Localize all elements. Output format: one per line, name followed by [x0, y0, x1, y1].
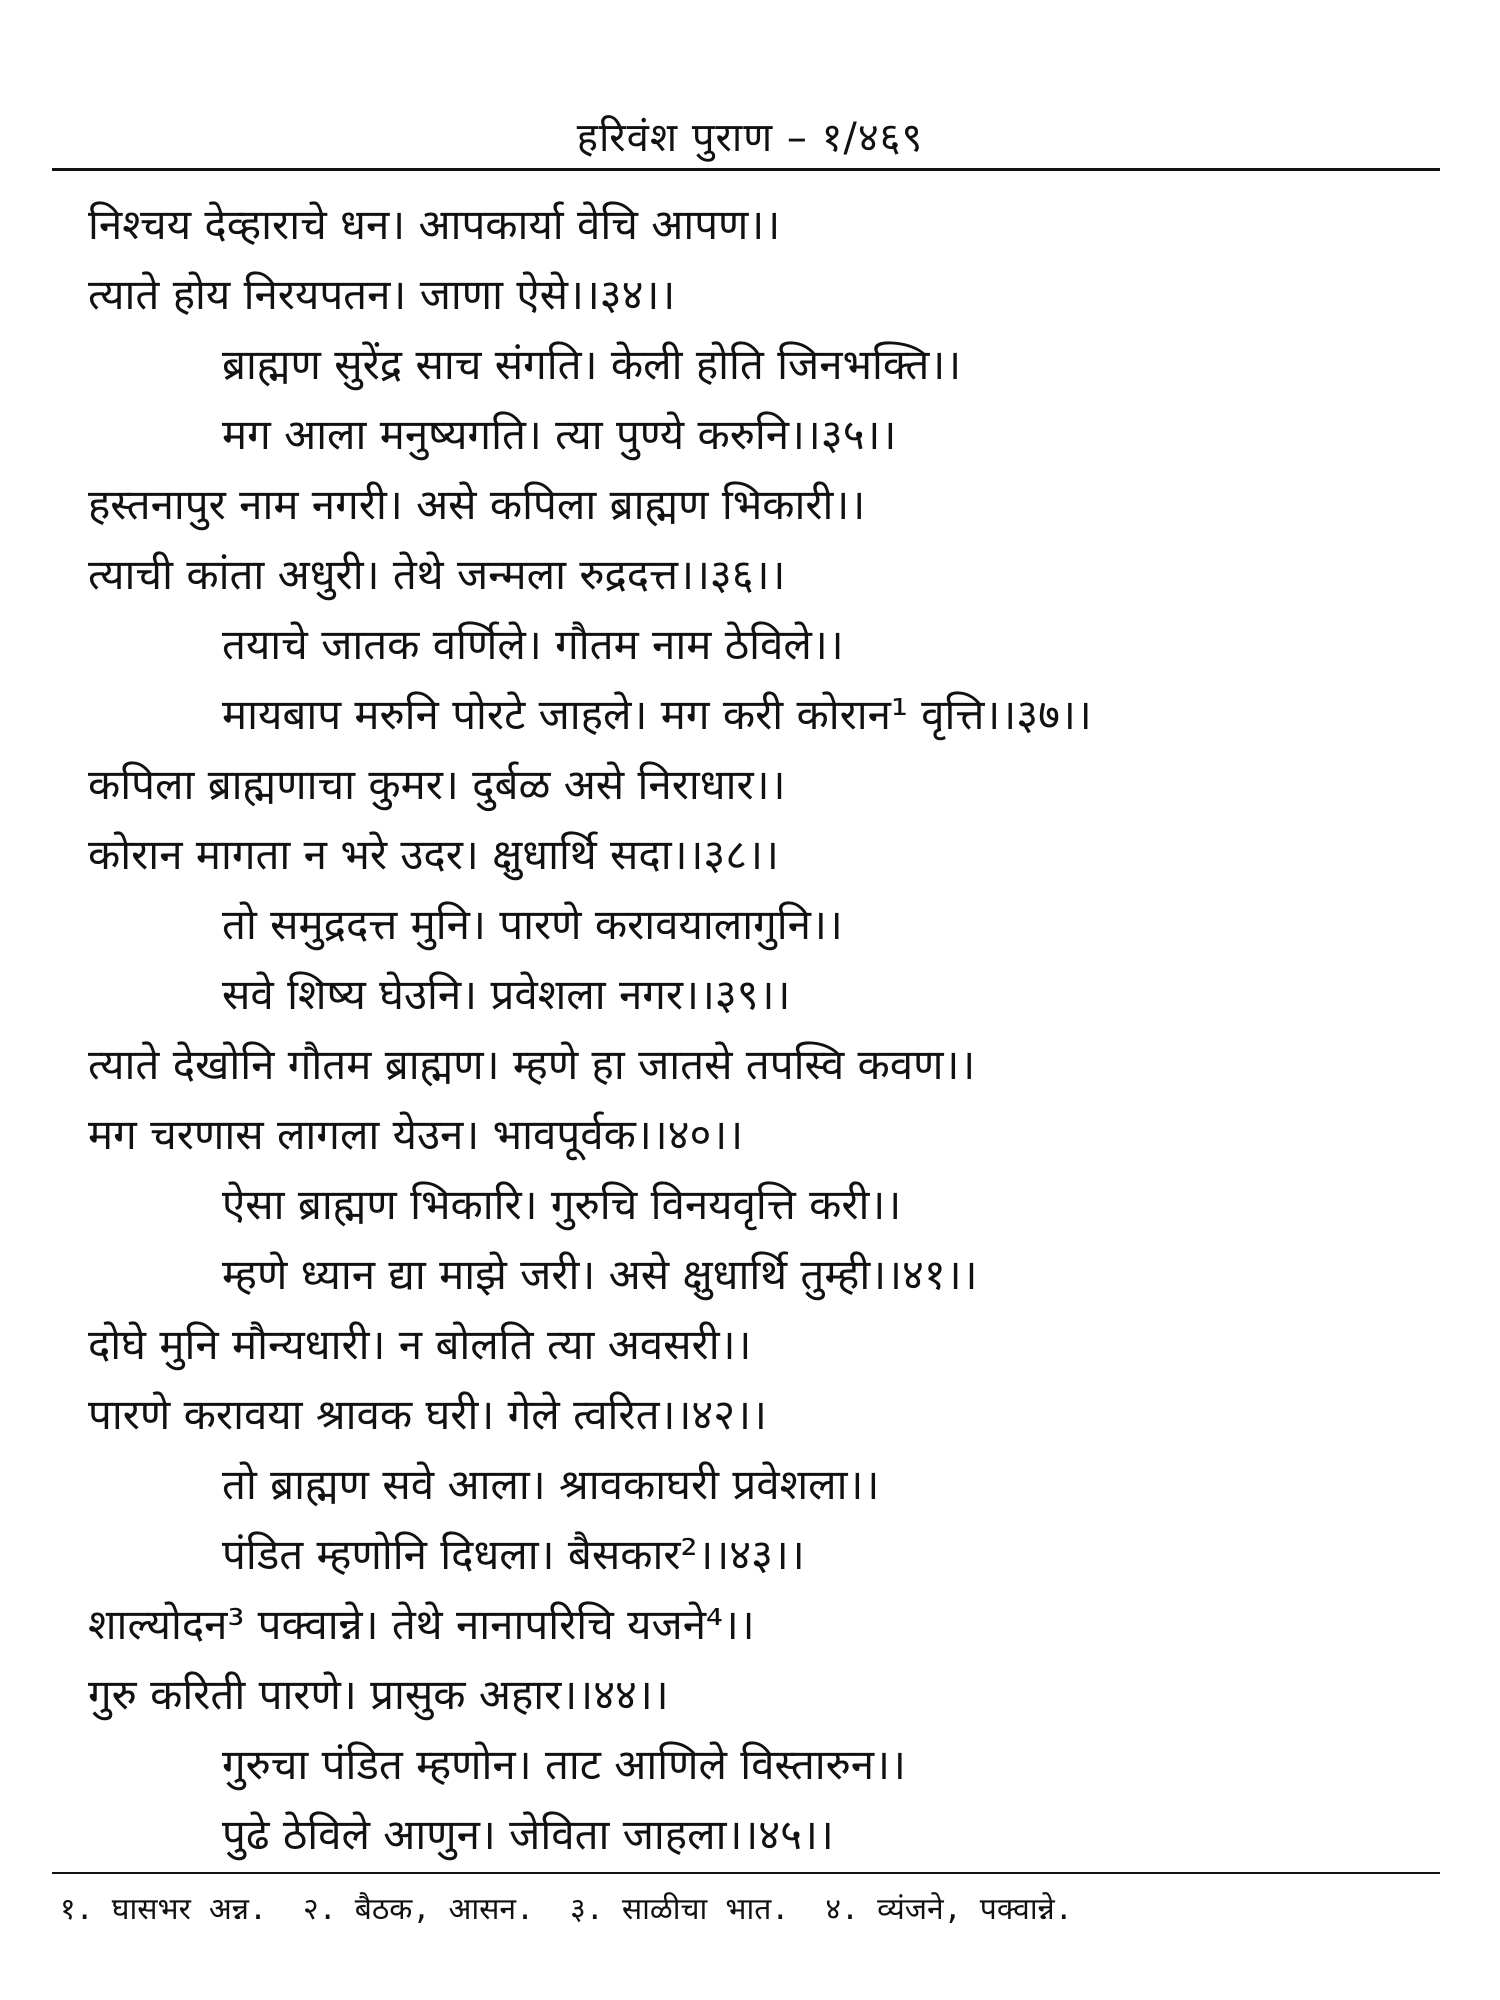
verse-line: त्याते होय निरयपतन। जाणा ऐसे।।३४।। — [88, 270, 676, 319]
verse-line: मायबाप मरुनि पोरटे जाहले। मग करी कोरान¹ वृत्ति।।३७।। — [222, 690, 1092, 739]
verse-block — [88, 190, 1458, 1870]
verse-line: म्हणे ध्यान द्या माझे जरी। असे क्षुधार्थि तुम्ही।।४१।। — [222, 1250, 978, 1299]
verse-line: निश्चय देव्हाराचे धन। आपकार्या वेचि आपण।। — [88, 200, 781, 249]
verse-line: मग आला मनुष्यगति। त्या पुण्ये करुनि।।३५।। — [222, 410, 897, 459]
verse-line: ब्राह्मण सुरेंद्र साच संगति। केली होति जिनभक्ति।। — [222, 340, 962, 389]
verse-line: पुढे ठेविले आणुन। जेविता जाहला।।४५।। — [222, 1810, 834, 1859]
verse-line: त्याते देखोनि गौतम ब्राह्मण। म्हणे हा जातसे तपस्वि कवण।। — [88, 1040, 976, 1089]
verse-line: दोघे मुनि मौन्यधारी। न बोलति त्या अवसरी।। — [88, 1320, 752, 1369]
footnotes — [60, 1888, 1440, 1932]
verse-line: कपिला ब्राह्मणाचा कुमर। दुर्बळ असे निराधार।। — [88, 760, 786, 809]
verse-line: त्याची कांता अधुरी। तेथे जन्मला रुद्रदत्त।।३६।। — [88, 550, 786, 599]
page-header: हरिवंश पुराण – १/४६९ — [576, 115, 924, 161]
footnote-rule — [52, 1872, 1440, 1874]
verse-line: कोरान मागता न भरे उदर। क्षुधार्थि सदा।।३८।। — [88, 830, 779, 879]
verse-line: तो समुद्रदत्त मुनि। पारणे करावयालागुनि।। — [222, 900, 843, 949]
verse-line: तयाचे जातक वर्णिले। गौतम नाम ठेविले।। — [222, 620, 844, 669]
verse-line: ऐसा ब्राह्मण भिकारि। गुरुचि विनयवृत्ति करी।। — [222, 1180, 902, 1229]
footnote-item: १. घासभर अन्न. — [60, 1892, 268, 1927]
verse-line: शाल्योदन³ पक्वान्ने। तेथे नानापरिचि यजने⁴।। — [88, 1600, 755, 1649]
footnote-item: २. बैठक, आसन. — [303, 1892, 535, 1927]
footnote-item: ४. व्यंजने, पक्वान्ने. — [825, 1892, 1073, 1927]
footnote-item: ३. साळीचा भात. — [570, 1892, 790, 1927]
verse-line: गुरु करिती पारणे। प्रासुक अहार।।४४।। — [88, 1670, 669, 1719]
verse-line: सवे शिष्य घेउनि। प्रवेशला नगर।।३९।। — [222, 970, 791, 1019]
verse-line: मग चरणास लागला येउन। भावपूर्वक।।४०।। — [88, 1110, 744, 1159]
verse-line: पंडित म्हणोनि दिधला। बैसकार²।।४३।। — [222, 1530, 805, 1579]
header-rule — [52, 168, 1440, 171]
verse-line: हस्तनापुर नाम नगरी। असे कपिला ब्राह्मण भिकारी।। — [88, 480, 866, 529]
verse-line: गुरुचा पंडित म्हणोन। ताट आणिले विस्तारुन।। — [222, 1740, 906, 1789]
verse-line: तो ब्राह्मण सवे आला। श्रावकाघरी प्रवेशला।। — [222, 1460, 880, 1509]
verse-line: पारणे करावया श्रावक घरी। गेले त्वरित।।४२।। — [88, 1390, 767, 1439]
